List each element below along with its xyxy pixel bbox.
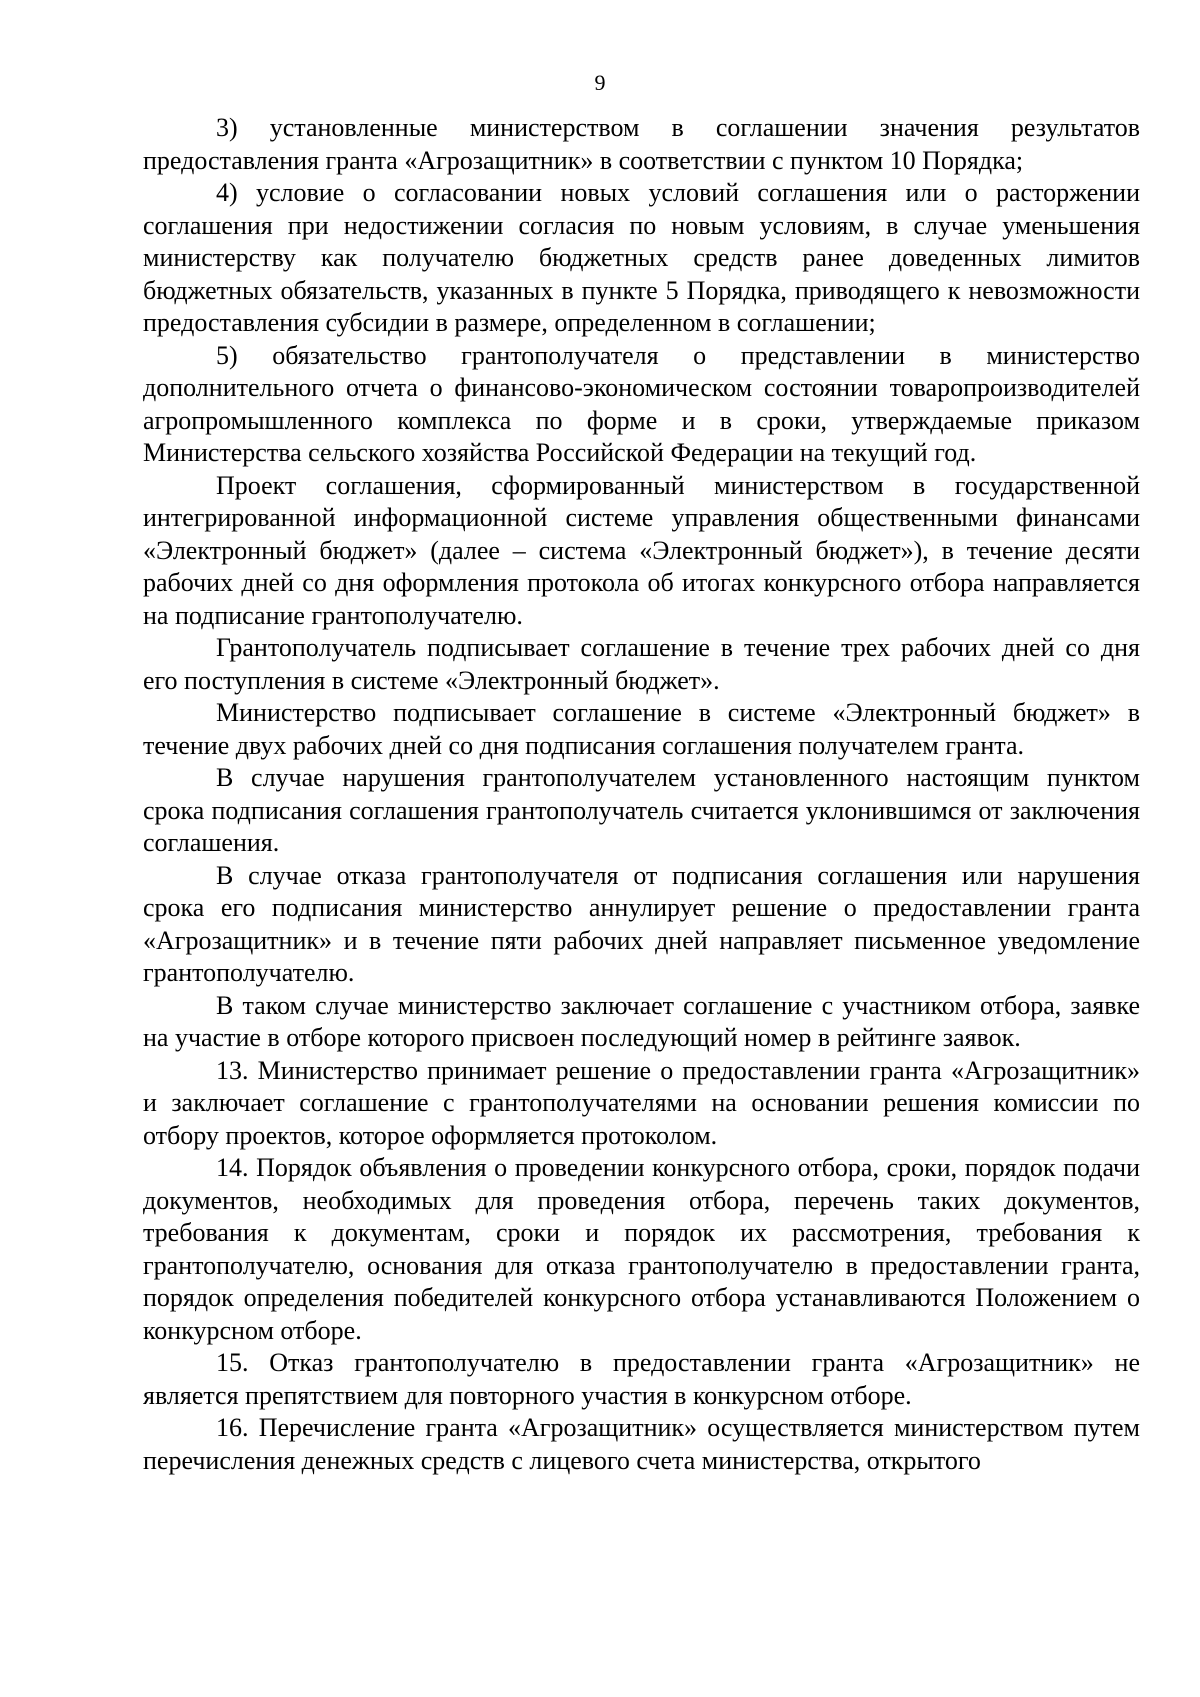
paragraph-item-3: 3) установленные министерством в соглашении значения результатов предоставления гранта «Агрозащитник» в соответствии с пунктом 10 Порядка;	[143, 113, 1140, 175]
paragraph-ministry-signs: Министерство подписывает соглашение в системе «Электронный бюджет» в течение двух рабочих дней со дня подписания соглашения получателем гранта.	[143, 698, 1140, 760]
paragraph-recipient-signs: Грантополучатель подписывает соглашение в течение трех рабочих дней со дня его поступления в системе «Электронный бюджет».	[143, 633, 1140, 695]
paragraph-section-15: 15. Отказ грантополучателю в предоставлении гранта «Агрозащитник» не является препятствием для повторного участия в конкурсном отборе.	[143, 1348, 1140, 1410]
document-body	[143, 112, 1140, 1477]
paragraph-item-4: 4) условие о согласовании новых условий соглашения или о расторжении соглашения при недостижении согласия по новым условиям, в случае уменьшения министерству как получателю бюджетных средств ранее доведенных лимитов бюджетных обязательств, указанных в пункте 5 Порядка, приводящего к невозможности предоставления субсидии в размере, определенном в соглашении;	[143, 178, 1140, 337]
paragraph-deadline-violation: В случае нарушения грантополучателем установленного настоящим пунктом срока подписания соглашения грантополучатель считается уклонившимся от заключения соглашения.	[143, 763, 1140, 857]
paragraph-section-13: 13. Министерство принимает решение о предоставлении гранта «Агрозащитник» и заключает соглашение с грантополучателями на основании решения комиссии по отбору проектов, которое оформляется протоколом.	[143, 1055, 1140, 1150]
paragraph-item-5: 5) обязательство грантополучателя о представлении в министерство дополнительного отчета о финансово-экономическом состоянии товаропроизводителей агропромышленного комплекса по форме и в сроки, утверждаемые приказом Министерства сельского хозяйства Российской Федерации на текущий год.	[143, 340, 1140, 467]
paragraph-section-16: 16. Перечисление гранта «Агрозащитник» осуществляется министерством путем перечисления денежных средств с лицевого счета министерства, открытого	[143, 1413, 1140, 1475]
paragraph-next-participant: В таком случае министерство заключает соглашение с участником отбора, заявке на участие в отборе которого присвоен последующий номер в рейтинге заявок.	[143, 990, 1140, 1052]
paragraph-section-14: 14. Порядок объявления о проведении конкурсного отбора, сроки, порядок подачи документов, необходимых для проведения отбора, перечень таких документов, требования к документам, сроки и порядок их рассмотрения, требования к грантополучателю, основания для отказа грантополучателю в предоставлении гранта, порядок определения победителей конкурсного отбора устанавливаются Положением о конкурсном отборе.	[143, 1153, 1140, 1345]
page-number: 9	[594, 70, 606, 95]
paragraph-refusal: В случае отказа грантополучателя от подписания соглашения или нарушения срока его подписания министерство аннулирует решение о предоставлении гранта «Агрозащитник» и в течение пяти рабочих дней направляет письменное уведомление грантополучателю.	[143, 860, 1140, 987]
paragraph-agreement-draft: Проект соглашения, сформированный министерством в государственной интегрированной информационной системе управления общественными финансами «Электронный бюджет» (далее – система «Электронный бюджет»), в течение десяти рабочих дней со дня оформления протокола об итогах конкурсного отбора направляется на подписание грантополучателю.	[143, 470, 1140, 630]
